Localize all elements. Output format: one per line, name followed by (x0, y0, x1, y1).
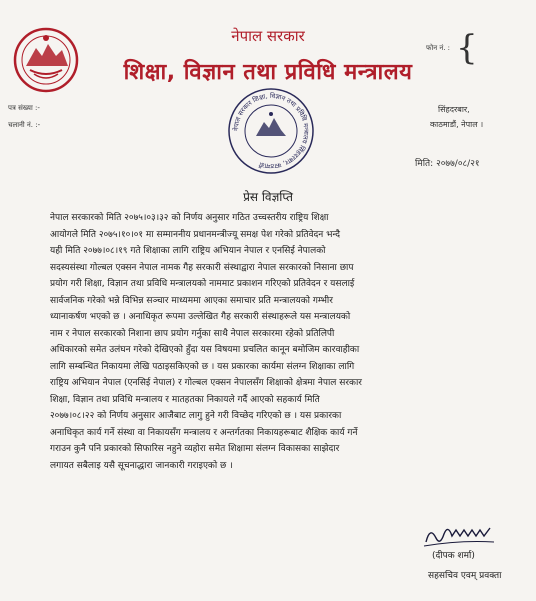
seal-text: नेपाल सरकार शिक्षा, विज्ञान तथा प्रविधि मन्त्रालय सिंहदरबार, काठमाडौं (231, 91, 311, 171)
body-line: लगायत सबैलाइ यसै सूचनाद्धारा जानकारी गराइएको छ । (50, 460, 233, 471)
body-line: नाम र नेपाल सरकारको निशाना छाप प्रयोग गर्नुका साथै नेपाल सरकारमा रहेको प्रतिलिपी (50, 328, 335, 339)
body-line: प्रयोग गरी शिक्षा, विज्ञान तथा प्रविधि मन्त्रालयको नाममाट प्रकाशन गरिएको प्रतिवेदन र यसलाई (50, 279, 355, 289)
document-date: मिति: २०७७/०८/२१ (415, 159, 480, 169)
body-line: राष्ट्रिय अभियान नेपाल (एनसिई नेपाल) र गोल्बल एक्सन नेपालसँग शिक्षाको क्षेत्रमा नेपाल सरकार (50, 378, 362, 388)
body-line: शिक्षा, विज्ञान तथा प्रविधि मन्त्रालय र मातहतका निकायले गर्दै आएको सहकार्य मिति (50, 394, 320, 405)
phone-label: फोन नं. : (426, 44, 451, 52)
ministry-seal-icon (226, 86, 316, 176)
body-line: अनाधिकृत कार्य गर्ने संस्था वा निकायसँग मन्त्रालय र अन्तर्गतका निकायहरूबाट शैक्षिक कार्य गर्ने (50, 427, 358, 438)
dispatch-number-label: चलानी नं. :- (8, 121, 41, 129)
ministry-name: शिक्षा, विज्ञान तथा प्रविधि मन्त्रालय (123, 60, 413, 85)
letter-number-label: पत्र संख्या :- (8, 104, 40, 112)
body-line: ध्यानाकर्षण भएको छ । अनाधिकृत रूपमा उल्लेखित गैह सरकारी संस्थाहरूले यस मन्त्रालयको (50, 312, 351, 322)
handwritten-signature-icon (420, 516, 500, 552)
address-line-1: सिंहदरबार, (438, 105, 470, 114)
body-line: आयोगले मिति २०७५।१०।०१ मा सम्माननीय प्रधानमन्त्रीज्यू समक्ष पेश गरेको प्रतिवेदन भन्दै (50, 229, 341, 240)
signatory-name: (दीपक शर्मा) (432, 551, 475, 561)
body-line: सार्वजनिक गरेको भन्ने विभिन्न सञ्चार माध्यममा आएका समाचार प्रति मन्त्रालयको गम्भीर (50, 295, 333, 306)
body-line: नेपाल सरकारको मिति २०७५।०३।३२ को निर्णय अनुसार गठित उच्चस्तरीय राष्ट्रिय शिक्षा (50, 213, 329, 223)
address-line-2: काठमाडौं, नेपाल । (430, 120, 484, 129)
body-line: लागि सम्बन्धित निकायमा लेखि पठाइसकिएको छ । यस प्रकारका कार्यमा संलग्न शिक्षाका लागि (50, 361, 355, 372)
government-name: नेपाल सरकार (231, 27, 305, 45)
press-release-body (50, 210, 496, 474)
body-line: सदस्यसंस्था गोल्बल एक्सन नेपाल नामक गैह सरकारी संस्थाद्वारा नेपाल सरकारको निसाना छाप (50, 262, 354, 273)
body-line: २०७७।०८।२२ को निर्णय अनुसार आजैबाट लागु हुने गरी विच्छेद गरिएको छ । यस प्रकारका (50, 411, 342, 421)
signatory-designation: सहसचिव एवम् प्रवक्ता (428, 571, 502, 581)
brace-mark: { (456, 28, 478, 68)
press-release-title: प्रेस विज्ञप्ति (243, 190, 293, 204)
body-line: गराउन कुनै पनि प्रकारको सिफारिस नहुने व्यहोरा समेत शिक्षामा संलग्न विकासका साझेदार (50, 444, 340, 454)
body-line: यही मिति २०७७।०८।१९ गते शिक्षाका लागि राष्ट्रिय अभियान नेपाल र एनसिई नेपालको (50, 246, 326, 256)
body-line: अधिकारको समेत उलंघन गरेको देखिएको हुँदा यस विषयमा प्रचलित कानून बमोजिम कारवाहीका (50, 345, 360, 355)
